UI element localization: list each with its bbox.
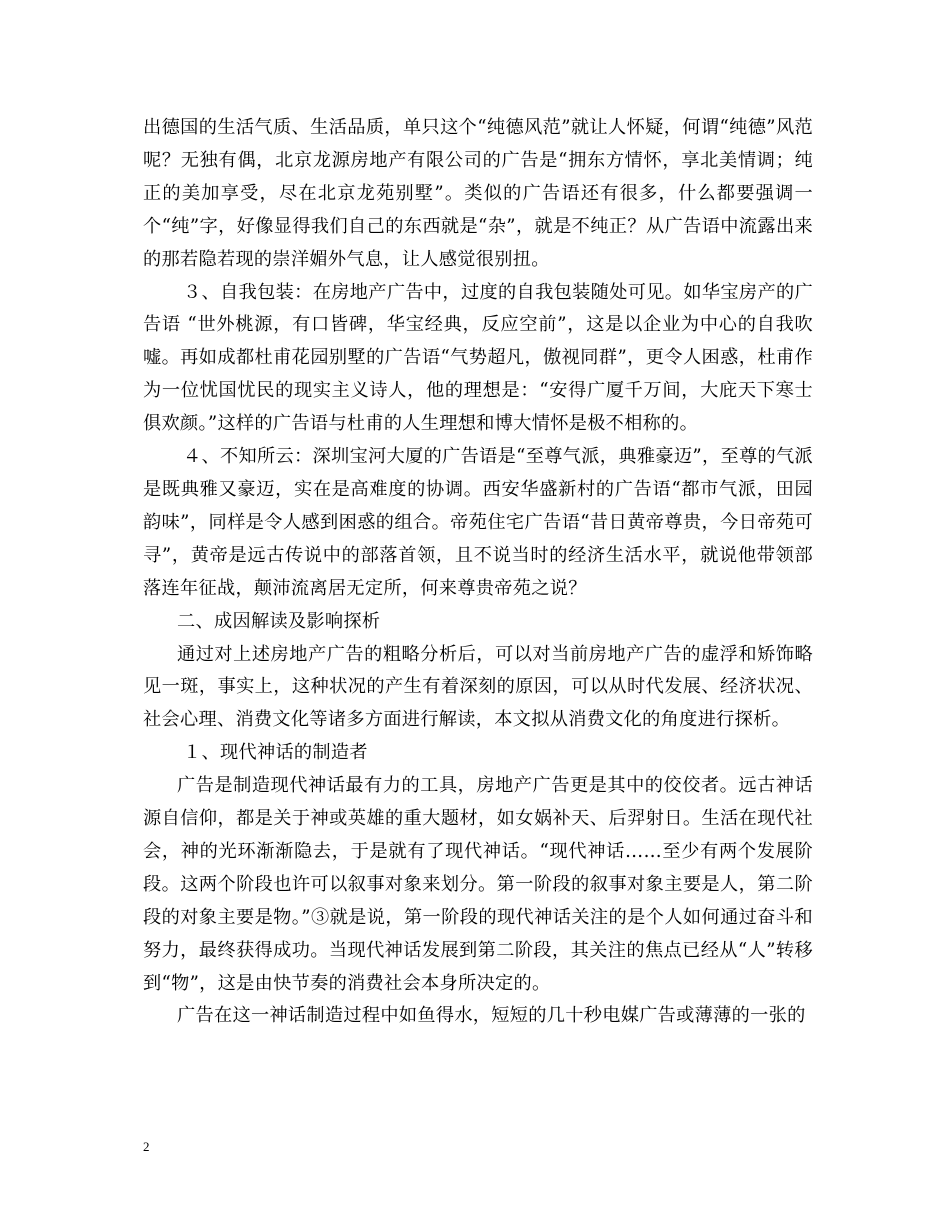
subsection-heading-modern-myth: １、现代神话的制造者 — [183, 742, 368, 764]
paragraph-incomprehensible: ４、不知所云：深圳宝河大厦的广告语是“至尊气派，典雅豪迈”，至尊的气派是既典雅又豪迈，实在是高难度的协调。西安华盛新村的广告语“都市气派，田园韵味”，同样是令人感到困惑的组合。帝苑住宅广告语“昔日黄帝尊贵，今日帝苑可寻”，黄帝是远古传说中的部落首领，且不说当时的经济生活水平，就说他带领部落连年征战，颠沛流离居无定所，何来尊贵帝苑之说？ — [143, 446, 813, 599]
paragraph-advertising-myth: 广告在这一神话制造过程中如鱼得水，短短的几十秒电媒广告或薄薄的一张的 — [177, 1005, 806, 1027]
page-number: 2 — [143, 1139, 150, 1154]
section-heading-causes: 二、成因解读及影响探析 — [177, 610, 381, 632]
document-body — [143, 112, 813, 1033]
paragraph-modern-myth: 广告是制造现代神话最有力的工具，房地产广告更是其中的佼佼者。远古神话源自信仰，都是关于神或英雄的重大题材，如女娲补天、后羿射日。生活在现代社会，神的光环渐渐隐去，于是就有了现代神话。“现代神话……至少有两个发展阶段。这两个阶段也许可以叙事对象来划分。第一阶段的叙事对象主要是人，第二阶段的对象主要是物。”③就是说，第一阶段的现代神话关注的是个人如何通过奋斗和努力，最终获得成功。当现代神话发展到第二阶段，其关注的焦点已经从“人”转移到“物”，这是由快节奏的消费社会本身所决定的。 — [143, 775, 813, 994]
paragraph-continuation: 出德国的生活气质、生活品质，单只这个“纯德风范”就让人怀疑，何谓“纯德”风范呢？无独有偶，北京龙源房地产有限公司的广告是“拥东方情怀，享北美情调；纯正的美加享受，尽在北京龙苑别墅”。类似的广告语还有很多，什么都要强调一个“纯”字，好像显得我们自己的东西就是“杂”，就是不纯正？从广告语中流露出来的那若隐若现的崇洋媚外气息，让人感觉很别扭。 — [143, 117, 813, 270]
paragraph-analysis-intro: 通过对上述房地产广告的粗略分析后，可以对当前房地产广告的虚浮和矫饰略见一斑，事实上，这种状况的产生有着深刻的原因，可以从时代发展、经济状况、社会心理、消费文化等诸多方面进行解读，本文拟从消费文化的角度进行探析。 — [143, 643, 813, 731]
paragraph-self-packaging: ３、自我包装：在房地产广告中，过度的自我包装随处可见。如华宝房产的广告语 “世外桃源，有口皆碑，华宝经典，反应空前”，这是以企业为中心的自我吹嘘。再如成都杜甫花园别墅的广告语“气势超凡，傲视同群”，更令人困惑，杜甫作为一位忧国忧民的现实主义诗人，他的理想是：“安得广厦千万间，大庇天下寒士俱欢颜。”这样的广告语与杜甫的人生理想和博大情怀是极不相称的。 — [143, 281, 813, 435]
